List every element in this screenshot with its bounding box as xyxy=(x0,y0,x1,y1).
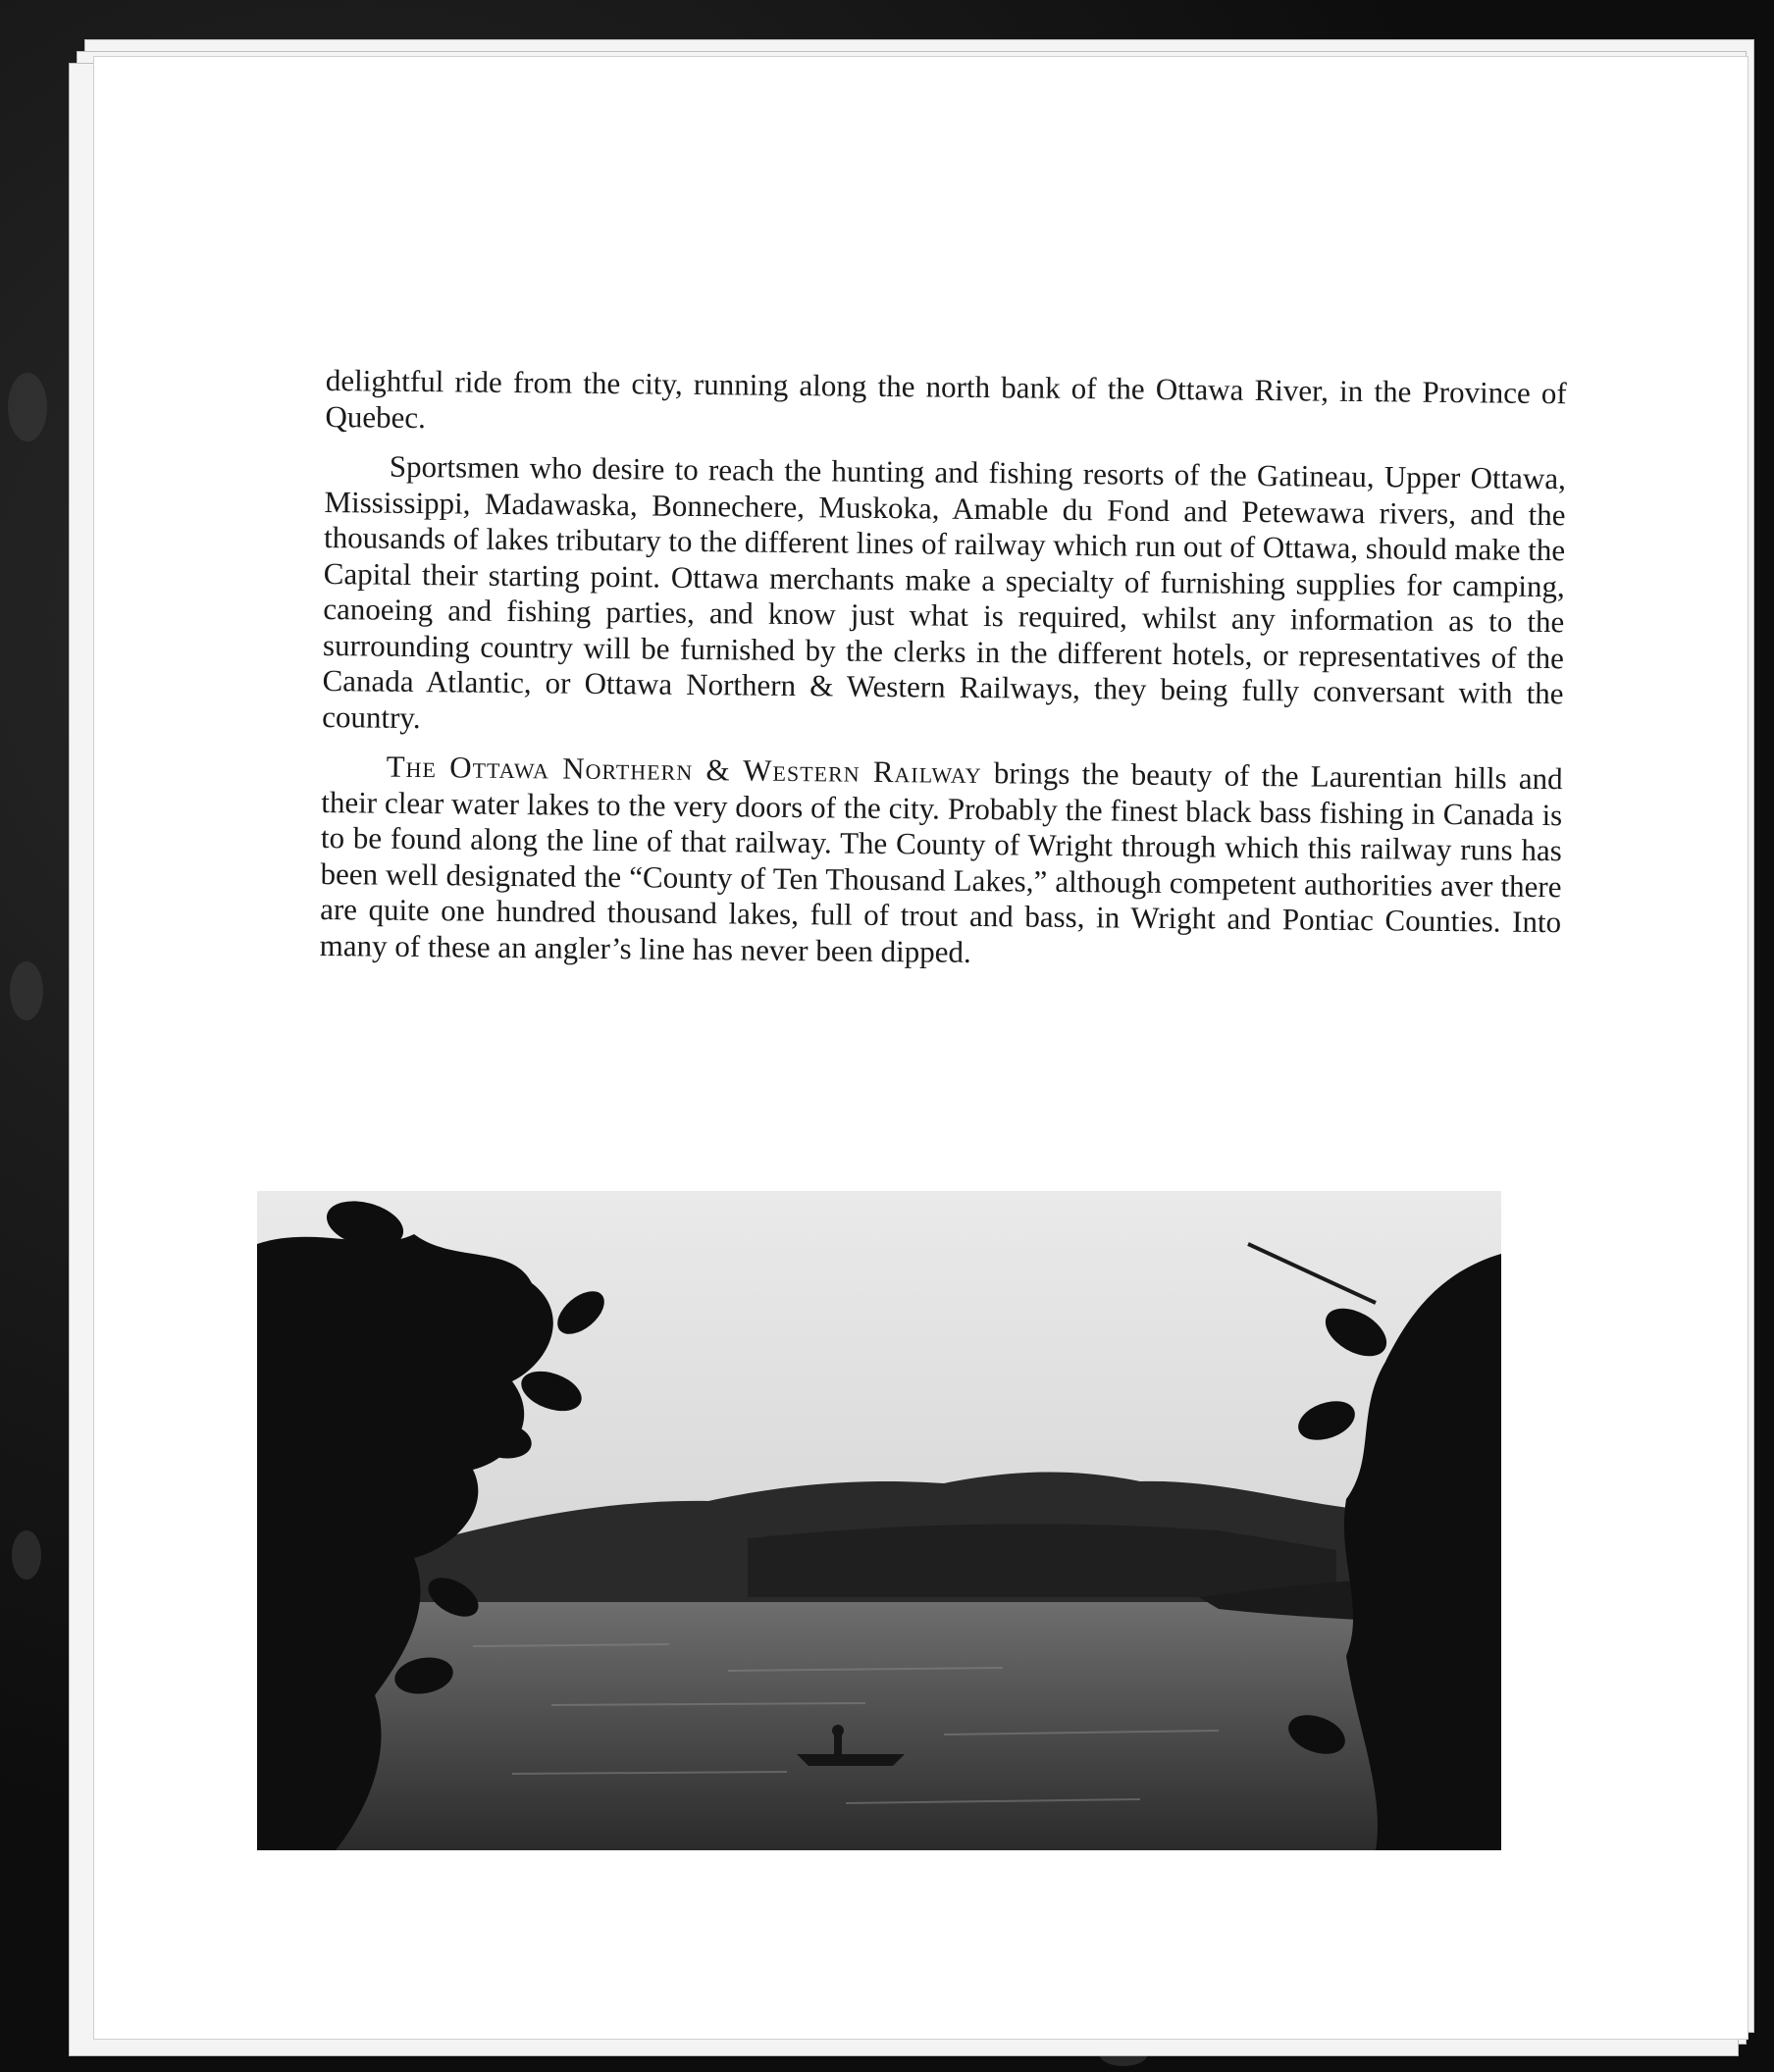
cover-texture-spot xyxy=(8,373,47,441)
body-text xyxy=(319,363,1566,990)
railway-name-small-caps: The Ottawa Northern & Western Railway xyxy=(386,749,982,791)
lake-photograph xyxy=(257,1185,1501,1850)
paragraph-railway xyxy=(320,749,1563,976)
paragraph-sportsmen xyxy=(322,448,1566,748)
cover-texture-spot xyxy=(12,1530,41,1580)
paragraph-continuation xyxy=(325,363,1567,447)
paragraph-text: Sportsmen who desire to reach the hunting and fishing resorts of the Gatineau, Upper Ottawa, Mississippi, Madawaska, Bonnechere, Muskoka, Amable du Fond and Petewawa rivers, and the thousands of lakes tributary to the different lines of railway which run out of Ottawa, should make the Capital their starting point. Ottawa merchants make a specialty of furnishing supplies for camping, canoeing and fishing parties, and know just what is required, whilst any information as to the surrounding country will be furnished by the clerks in the different hotels, or representatives of the Canada Atlantic, or Ottawa Northern & Western Railways, they being fully conversant with the country. xyxy=(322,448,1567,735)
paragraph-text: delightful ride from the city, running along the north bank of the Ottawa River, in the Province of Quebec. xyxy=(325,363,1567,435)
photo-border xyxy=(257,1185,1501,1191)
book-page xyxy=(94,57,1748,2039)
paragraph-text: brings the beauty of the Laurentian hills and their clear water lakes to the very doors of the city. Probably the finest black bass fishing in Canada is to be found along the line of that railway. The County of Wright through which this railway runs has been well designated the “County of Ten Thousand Lakes,” although competent authorities aver there are quite one hundred thousand lakes, full of trout and bass, in Wright and Pontiac Counties. Into many of these an angler’s line has never been dipped. xyxy=(319,755,1563,969)
cover-texture-spot xyxy=(10,961,43,1020)
